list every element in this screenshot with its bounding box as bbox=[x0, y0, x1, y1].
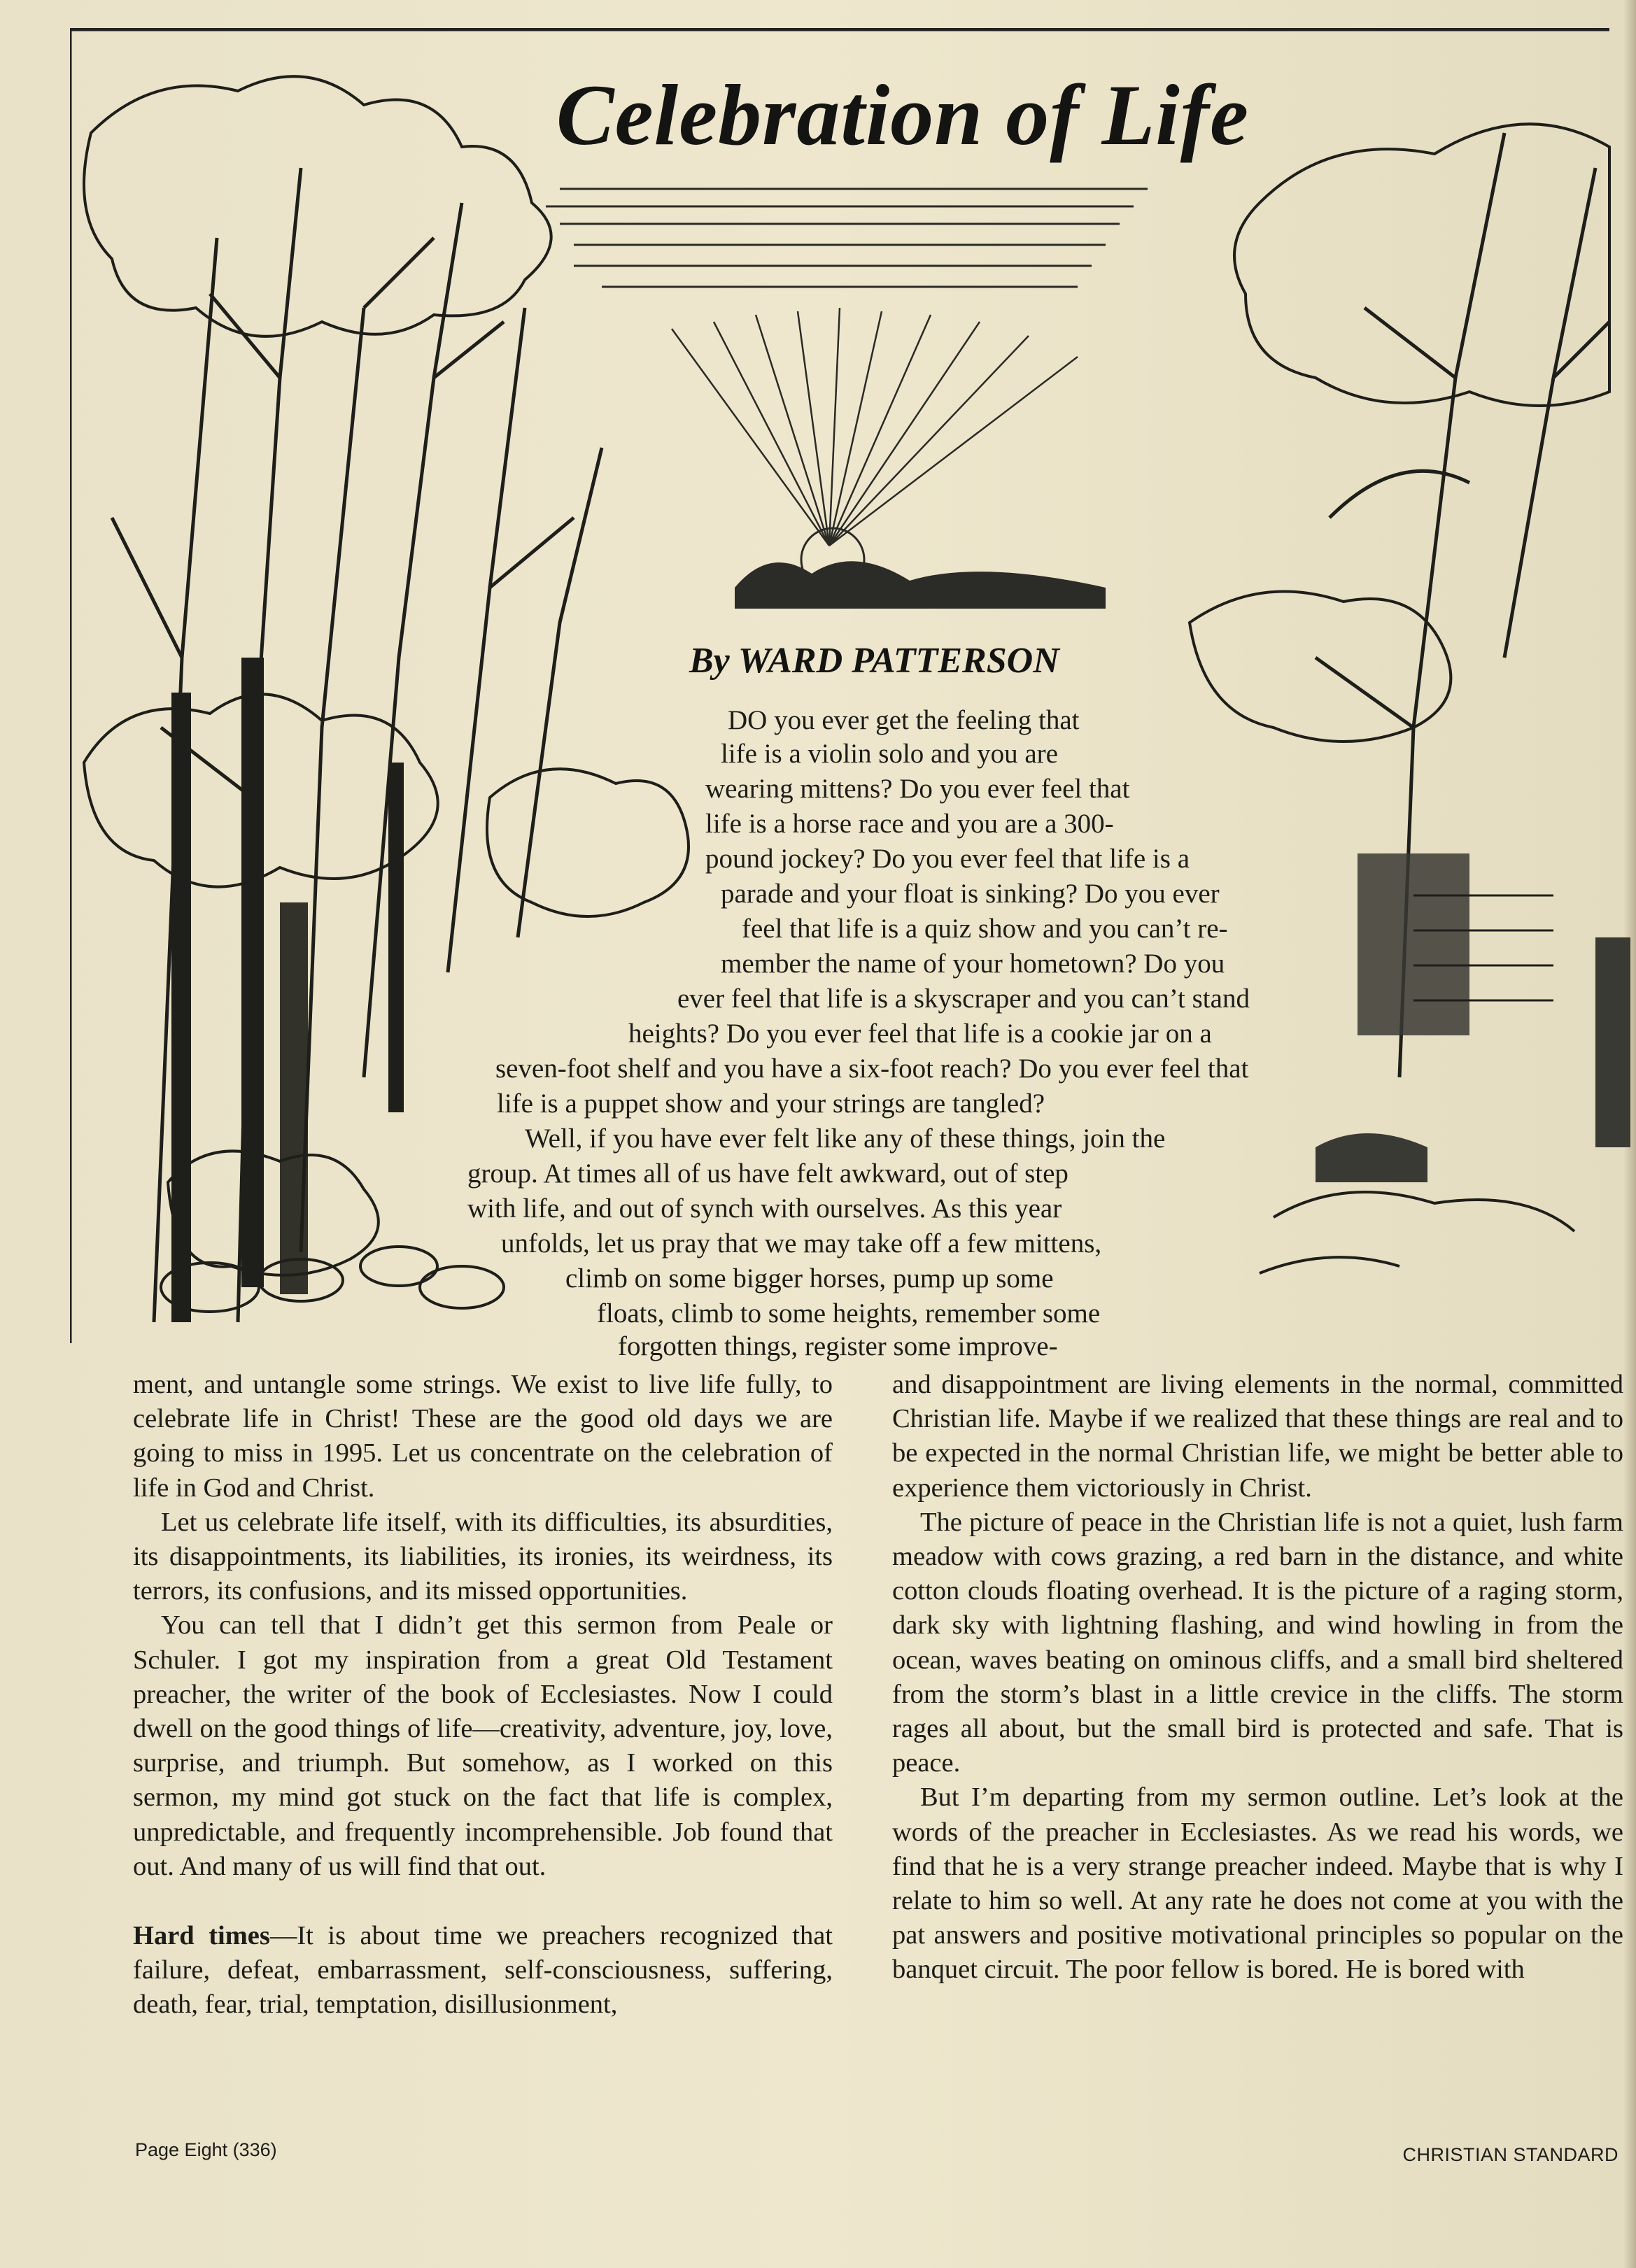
intro-line: with life, and out of synch with ourselves. As this year bbox=[467, 1193, 1062, 1224]
intro-line: heights? Do you ever feel that life is a cookie jar on a bbox=[628, 1019, 1212, 1049]
intro-line: member the name of your hometown? Do you bbox=[721, 949, 1225, 979]
intro-line: DO you ever get the feeling that bbox=[728, 705, 1080, 735]
intro-line: life is a puppet show and your strings are tangled? bbox=[497, 1089, 1045, 1119]
paragraph: You can tell that I didn’t get this sermon from Peale or Schuler. I got my inspiration from a great Old Testament preacher, the writer of the book of Ecclesiastes. Now I could dwell on the good things of life—creativity, adventure, joy, love, surprise, and triumph. But somehow, as I worked on this sermon, my mind got stuck on the fact that life is complex, unpredictable, and frequently incomprehensible. Job found that out. And many of us will find that out. bbox=[133, 1610, 833, 1881]
subhead-runin: Hard times bbox=[133, 1921, 270, 1951]
intro-line: Well, if you have ever felt like any of these things, join the bbox=[525, 1124, 1166, 1154]
paragraph-hard-times bbox=[133, 1919, 833, 2022]
intro-line: pound jockey? Do you ever feel that life is a bbox=[705, 844, 1190, 874]
intro-line: unfolds, let us pray that we may take off a few mittens, bbox=[501, 1228, 1102, 1259]
intro-line: feel that life is a quiz show and you can’t re- bbox=[742, 914, 1228, 944]
intro-line: climb on some bigger horses, pump up some bbox=[565, 1263, 1054, 1294]
paragraph: and disappointment are living elements in the normal, committed Christian life. Maybe if we realized that these things are real and to be expected in the normal Christian life, we might be better able to experience them victoriously in Christ. bbox=[892, 1370, 1623, 1503]
left-column bbox=[133, 1368, 833, 2022]
intro-line: life is a violin solo and you are bbox=[721, 739, 1058, 769]
intro-line: seven-foot shelf and you have a six-foot reach? Do you ever feel that bbox=[495, 1054, 1249, 1084]
binding-shadow bbox=[1623, 0, 1636, 2268]
paragraph: But I’m departing from my sermon outline. Let’s look at the words of the preacher in Ecclesiastes. As we read his words, we find that he is a very strange preacher indeed. Maybe that is why I relate to him so well. At any rate he does not come at you with the pat answers and positive motivational principles so popular on the banquet circuit. The poor fellow is bored. He is bored with bbox=[892, 1782, 1623, 1985]
paragraph: Let us celebrate life itself, with its difficulties, its absurdities, its disappointments, its liabilities, its ironies, its weirdness, its terrors, its confusions, and its missed opportunities. bbox=[133, 1507, 833, 1606]
intro-line: parade and your float is sinking? Do you ever bbox=[721, 879, 1220, 909]
right-column bbox=[892, 1368, 1623, 1987]
intro-line: ever feel that life is a skyscraper and you can’t stand bbox=[677, 984, 1250, 1014]
page-number: Page Eight (336) bbox=[135, 2139, 277, 2160]
paragraph-text: —It is about time we preachers recognized that failure, defeat, embarrassment, self-consciousness, suffering, death, fear, trial, temptation, disillusionment, bbox=[133, 1921, 833, 2020]
intro-line: forgotten things, register some improve- bbox=[618, 1331, 1058, 1361]
article-title: Celebration of Life bbox=[556, 67, 1250, 163]
paragraph: The picture of peace in the Christian life is not a quiet, lush farm meadow with cows grazing, a red barn in the distance, and white cotton clouds floating overhead. It is the picture of a raging storm, dark sky with lightning flashing, and wind howling in from the ocean, waves beating on ominous cliffs, and a small bird sheltered from the storm’s blast in a little crevice in the cliffs. The storm rages all about, but the small bird is protected and safe. That is peace. bbox=[892, 1507, 1623, 1778]
byline: By WARD PATTERSON bbox=[689, 641, 1059, 681]
publication-name: CHRISTIAN STANDARD bbox=[1402, 2144, 1619, 2165]
paragraph: ment, and untangle some strings. We exist to live life fully, to celebrate life in Christ! These are the good old days we are going to miss in 1995. Let us concentrate on the celebration of life in God and Christ. bbox=[133, 1370, 833, 1503]
intro-line: life is a horse race and you are a 300- bbox=[705, 809, 1114, 839]
intro-line: floats, climb to some heights, remember some bbox=[597, 1298, 1101, 1328]
intro-line: group. At times all of us have felt awkward, out of step bbox=[467, 1158, 1069, 1189]
intro-line: wearing mittens? Do you ever feel that bbox=[705, 774, 1130, 804]
